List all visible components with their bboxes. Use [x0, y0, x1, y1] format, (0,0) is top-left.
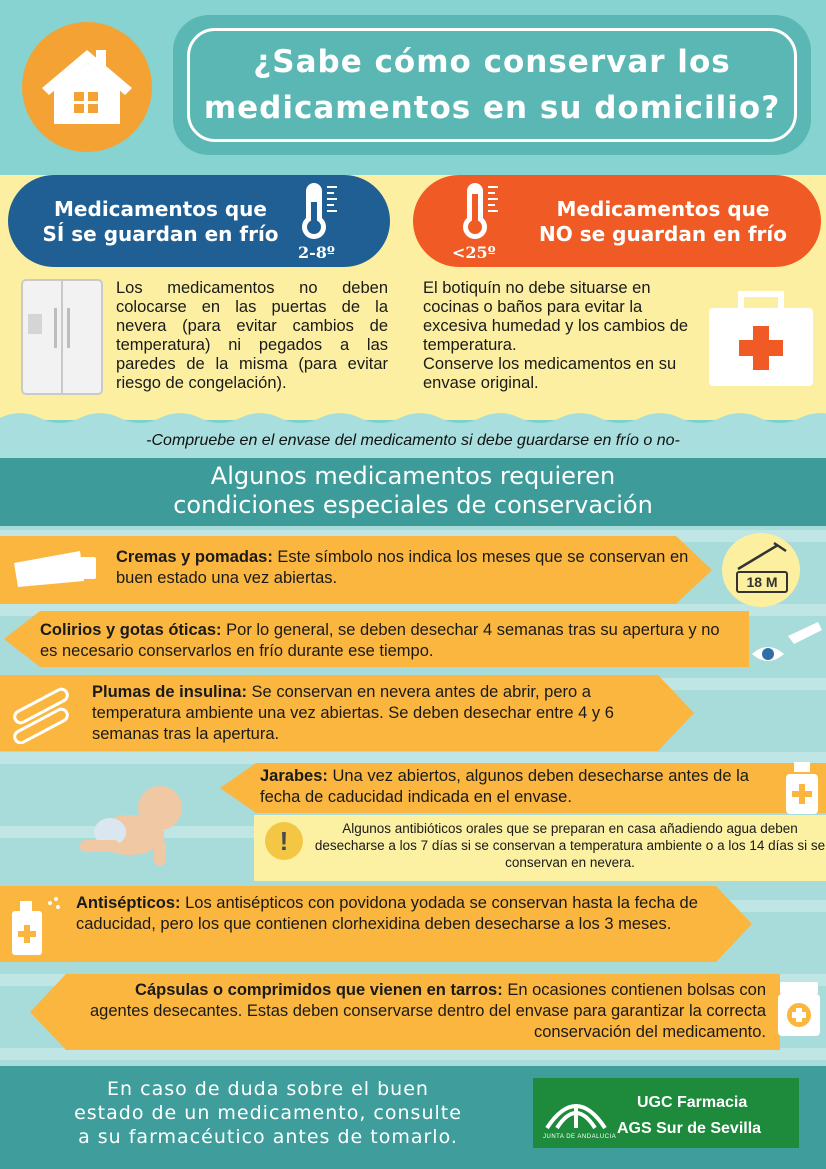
check-package-banner [0, 423, 826, 458]
footer-line-1: En caso de duda sobre el buen [107, 1078, 429, 1100]
warm-storage-text [423, 279, 701, 393]
insulin-title: Plumas de insulina: [92, 683, 247, 701]
special-line-1: Algunos medicamentos requieren [210, 462, 616, 490]
capsules-title: Cápsulas o comprimidos que vienen en tarros: [135, 981, 503, 999]
capsules-description: En ocasiones contienen bolsas con agentes desecantes. Estas deben conservarse dentro del envase para garantizar la correcta conservación del medicamento. [90, 981, 766, 1041]
syrups-description: Una vez abiertos, algunos deben desecharse antes de la fecha de caducidad indicada en el envase. [260, 767, 749, 806]
capsules-text [90, 980, 766, 1043]
title-line-1: ¿Sabe cómo conservar los [253, 44, 731, 80]
crawling-baby-icon [70, 780, 190, 870]
antiseptics-description: Los antisépticos con povidona yodada se conservan hasta la fecha de caducidad, pero los que contienen clorhexidina deben desecharse a los 3 meses. [76, 894, 698, 933]
organization-logo [533, 1078, 799, 1148]
warm-label-line-1: Medicamentos que [556, 197, 770, 221]
insulin-description: Se conservan en nevera antes de abrir, pero a temperatura ambiente una vez abiertas. Se deben desechar entre 4 y 6 semanas tras la apertura. [92, 683, 614, 743]
warm-temperature: <25º [452, 243, 496, 262]
pill-jar-icon [776, 980, 822, 1038]
logo-line-2: AGS Sur de Sevilla [617, 1120, 762, 1137]
cold-storage-text: Los medicamentos no deben colocarse en las puertas de la nevera (para evitar cambios de temperatura) ni pegados a las paredes de la misma (para evitar riesgo de congelación). [116, 279, 388, 392]
warm-text-2: Conserve los medicamentos en su envase original. [423, 355, 677, 392]
logo-caption: JUNTA DE ANDALUCIA [543, 1134, 617, 1140]
drops-description: Por lo general, se deben desechar 4 semanas tras su apertura y no es necesario conservarlos en frío durante ese tiempo. [40, 621, 720, 660]
thermometer-icon [300, 180, 350, 242]
antiseptic-spray-icon [6, 893, 66, 957]
drops-text [40, 620, 730, 662]
insulin-text [92, 682, 662, 745]
cream-tube-icon [10, 545, 102, 593]
special-conditions-title [0, 462, 826, 520]
footer-line-3: a su farmacéutico antes de tomarlo. [78, 1126, 458, 1148]
warm-text-1: El botiquín no debe situarse en cocinas o baños para evitar la excesiva humedad y los cambios de temperatura. [423, 279, 689, 354]
footer-line-2: estado de un medicamento, consulte [74, 1102, 462, 1124]
warm-label-line-2: NO se guardan en frío [539, 222, 787, 246]
fridge-icon [20, 278, 104, 396]
syrups-title: Jarabes: [260, 767, 328, 785]
creams-title: Cremas y pomadas: [116, 548, 273, 566]
special-line-2: condiciones especiales de conservación [173, 491, 653, 519]
pao-badge: 18 M [736, 571, 788, 593]
creams-description: Este símbolo nos indica los meses que se conservan en buen estado una vez abiertas. [116, 548, 689, 587]
logo-line-1: UGC Farmacia [637, 1094, 748, 1111]
first-aid-kit-icon [705, 288, 817, 388]
jar-lid-icon [734, 541, 788, 571]
insulin-pen-icon [6, 682, 80, 744]
check-package-note: -Compruebe en el envase del medicamento si debe guardarse en frío o no- [146, 431, 680, 449]
syrups-text [260, 766, 760, 808]
syrup-bottle-icon [782, 760, 822, 816]
antiseptics-title: Antisépticos: [76, 894, 181, 912]
pao-symbol-circle [722, 533, 800, 607]
page-title [204, 39, 780, 131]
title-frame [187, 28, 797, 142]
title-line-2: medicamentos en su domicilio? [203, 90, 781, 126]
antiseptics-text [76, 893, 726, 935]
cold-temperature: 2-8º [298, 243, 335, 262]
junta-andalucia-emblem-icon [543, 1088, 609, 1132]
eye-drop-icon [748, 616, 824, 670]
warning-icon: ! [265, 822, 303, 860]
antibiotics-note: Algunos antibióticos orales que se preparan en casa añadiendo agua deben desecharse a los 7 días si se conservan a temperatura ambiente o a los 14 días si se conservan en nevera. [314, 821, 826, 870]
cold-label-line-1: Medicamentos que [54, 197, 267, 221]
footer-message [18, 1077, 518, 1149]
thermometer-icon [461, 180, 511, 242]
creams-text [116, 547, 701, 589]
cold-label-line-2: SÍ se guardan en frío [42, 222, 279, 246]
drops-title: Colirios y gotas óticas: [40, 621, 222, 639]
house-icon [22, 22, 152, 152]
